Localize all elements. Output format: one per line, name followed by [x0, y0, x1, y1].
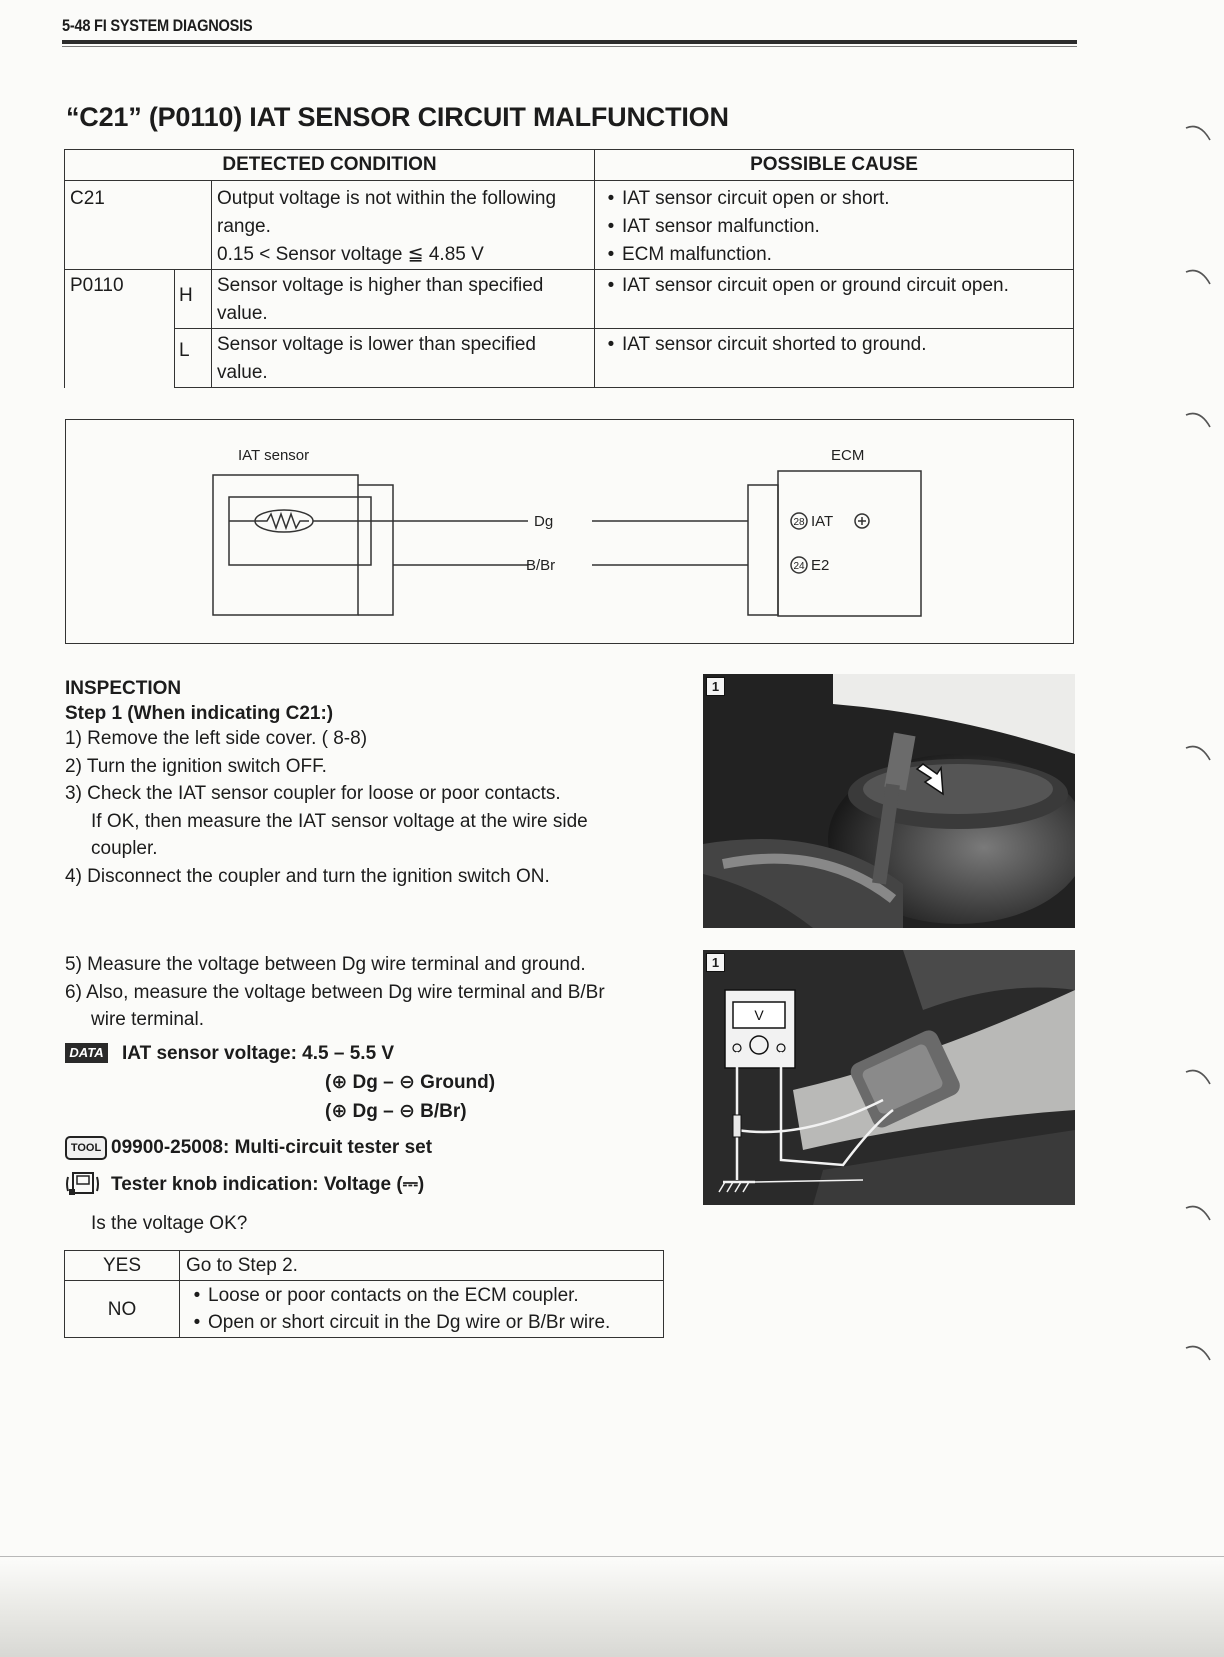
condition-table [64, 149, 1074, 388]
step-line: If OK, then measure the IAT sensor voltage at the wire side [91, 810, 588, 832]
step-line: coupler. [91, 838, 158, 859]
wiring-diagram-svg [66, 420, 1073, 643]
condition-line: Output voltage is not within the following [217, 188, 557, 209]
ecm-coupler [748, 485, 778, 615]
step-line: 4) Disconnect the coupler and turn the ignition switch ON. [65, 865, 550, 887]
wire-dg-label: Dg [534, 513, 554, 530]
page-bottom-shadow [0, 1560, 1224, 1657]
page-header: 5-48 FI SYSTEM DIAGNOSIS [62, 16, 253, 35]
terminal-iat-label: IAT [811, 513, 834, 530]
cause-cell [595, 270, 1074, 329]
header-rule-thin [62, 46, 1077, 47]
voltage-spec: IAT sensor voltage: 4.5 – 5.5 V [122, 1043, 395, 1064]
step-line: 3) Check the IAT sensor coupler for loose or poor contacts. [65, 783, 561, 804]
cause-cell [595, 329, 1074, 388]
iat-sensor-body [213, 475, 358, 615]
step-line: wire terminal. [91, 1009, 204, 1030]
sensor-coupler [358, 485, 393, 615]
cause-item: • IAT sensor circuit open or ground circuit open. [600, 272, 1068, 300]
probe-dg-bbr: (⊕ Dg – ⊖ B/Br) [325, 1101, 467, 1122]
iat-sensor-label: IAT sensor [238, 447, 310, 464]
data-icon: DATA [65, 1043, 108, 1063]
tester-knob-icon [65, 1171, 99, 1197]
condition-line: value. [217, 303, 268, 324]
photo-label-1: 1 [706, 677, 725, 696]
condition-cell [212, 329, 595, 388]
step-line: 2) Turn the ignition switch OFF. [65, 755, 327, 777]
level-low: L [175, 329, 212, 388]
tester-knob-spec: Tester knob indication: Voltage (⎓) [111, 1174, 425, 1195]
terminal-e2-label: E2 [811, 557, 830, 574]
no-action-item: • Open or short circuit in the Dg wire or B/Br wire. [186, 1309, 657, 1336]
meter-v-label: V [754, 1007, 764, 1023]
probe-dg-ground: (⊕ Dg – ⊖ Ground) [325, 1072, 496, 1093]
tool-icon: TOOL [65, 1136, 107, 1160]
terminal-24-number: 24 [793, 561, 805, 572]
iat-sensor-inner [229, 497, 371, 565]
condition-line: value. [217, 362, 268, 383]
condition-line: range. [217, 216, 271, 237]
step-heading: Step 1 (When indicating C21:) [65, 703, 334, 724]
no-actions [180, 1281, 664, 1338]
ecm-label: ECM [831, 447, 865, 464]
photo-voltage-measurement [703, 950, 1075, 1205]
steps-block-b [65, 951, 685, 1034]
cause-cell [595, 181, 1074, 270]
code-cell: P0110 [65, 270, 175, 388]
step-line: 1) Remove the left side cover. ( 8-8) [65, 728, 368, 749]
cause-item: • IAT sensor circuit open or short. [600, 185, 1068, 213]
cause-item: • IAT sensor malfunction. [600, 213, 1068, 241]
condition-line: Sensor voltage is lower than specified [217, 334, 536, 355]
step-line: 5) Measure the voltage between Dg wire terminal and ground. [65, 954, 586, 975]
bottom-rule [0, 1556, 1224, 1557]
code-cell: C21 [65, 181, 212, 270]
yes-no-table [64, 1250, 664, 1338]
yes-label: YES [65, 1251, 180, 1281]
condition-cell [212, 270, 595, 329]
terminal-28-number: 28 [793, 517, 805, 528]
inspection-heading: INSPECTION [65, 678, 182, 699]
tool-spec: 09900-25008: Multi-circuit tester set [111, 1137, 433, 1158]
yes-action: Go to Step 2. [180, 1251, 664, 1281]
header-rule [62, 40, 1077, 44]
no-action-item: • Loose or poor contacts on the ECM coupler. [186, 1282, 657, 1309]
photo-iat-sensor-location [703, 674, 1075, 928]
resistor-zigzag [259, 514, 309, 528]
header-detected-condition: DETECTED CONDITION [65, 150, 595, 181]
step-line: 6) Also, measure the voltage between Dg wire terminal and B/Br [65, 981, 605, 1003]
cause-item: • ECM malfunction. [600, 241, 1068, 269]
cause-item: • IAT sensor circuit shorted to ground. [600, 331, 1068, 359]
photo-label-2: 1 [706, 953, 725, 972]
level-high: H [175, 270, 212, 329]
plus-icon-cross [858, 517, 866, 525]
condition-line: 0.15 < Sensor voltage ≦ 4.85 V [217, 244, 484, 265]
page-title: “C21” (P0110) IAT SENSOR CIRCUIT MALFUNCTION [66, 102, 729, 132]
wiring-diagram [65, 419, 1074, 644]
no-label: NO [65, 1281, 180, 1338]
wire-bbr-label: B/Br [526, 557, 556, 574]
condition-line: Sensor voltage is higher than specified [217, 275, 544, 296]
header-possible-cause: POSSIBLE CAUSE [595, 150, 1074, 181]
condition-cell [212, 181, 595, 270]
ecm-body [778, 471, 921, 616]
steps-block-a [65, 725, 685, 890]
page-edge-marks [1184, 110, 1224, 1610]
voltage-question: Is the voltage OK? [91, 1213, 248, 1234]
